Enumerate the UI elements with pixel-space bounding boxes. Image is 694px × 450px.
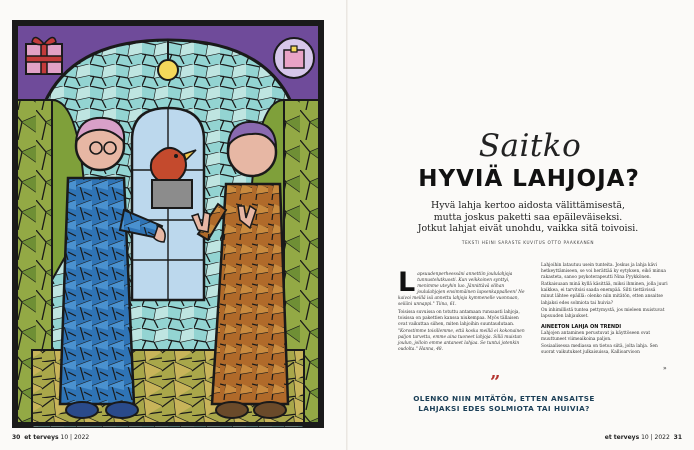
stained-glass-illustration <box>12 20 324 428</box>
col2-paragraph-2: Ratkaisuaan minä kyllä käsittää, miksi ihminen, jolla juuri kaikkea, ei tarvitsisi saada enempää. Silti tiettävissä minut lähtee epäillä: olenko niin mitätön, etten ansaitse lahjaksi edes solmiota tai huivia? <box>541 282 668 306</box>
col1-paragraph-1: apsuudenperheessäni annettiin joululahjoja tunnustelutkuosti. Kun veikkoinen synttyi, menimme uteyhin luo. Jännittävä olihan joululahjojen ensimmäinen lapsenkappalleen! Ne kaivoi meillä isä annettu lahjoja kymmenelle vuonnaan, seiläni unnappi." Tiina, 61. <box>398 272 525 308</box>
col2-paragraph-1: Lahjoihin latautuu usein tunteita. Joskus ja lahja kävi hetkeyttämiseen, se voi herättää ky eytyksen, eikö minua rakasteta, sanoo psykoterapeutti Nina Pyykkönen. <box>541 263 666 281</box>
left-footer <box>12 434 89 441</box>
pull-quote-line-1: OLENKO NIIN MITÄTÖN, ETTEN ANSAITSE <box>413 394 595 403</box>
continue-arrow-icon: » <box>663 365 667 372</box>
left-brand: et terveys <box>24 434 59 441</box>
circle-gift-icon <box>274 38 314 78</box>
body-column-1 <box>398 267 526 354</box>
article-credits: TEKSTI HEINI SARASTE KUVITUS OTTO PAAKKANEN <box>461 240 595 245</box>
quote-mark-icon: ” <box>490 372 501 393</box>
col2-paragraph-4: Lahjojen antaminen perustuvat ja käyttöseen ovat muuttuneet viimeaikoina paljon. <box>541 330 651 343</box>
col1-paragraph-3: "Korostimme toisillemme, että koska meillä ei kokonainen paljon tarvetta, emme aina tuoneet lahjoja. Sillä muistan joulun, jolloin emme antaneet lahjaa. Se tuntui jotenkin oudolta." Hanna, 48. <box>398 328 525 353</box>
right-brand: et terveys <box>604 434 640 441</box>
left-page-number: 30 <box>12 434 21 441</box>
col2-paragraph-5: Sosiaalisessa mediassa on tietoa siitä, jolta lahja. Sen suorat vaikutukset julkaisuissa, Kallioarvioon <box>541 344 658 356</box>
drop-cap: L <box>398 267 416 298</box>
article-title-line2: HYVIÄ LAHJOJA? <box>418 166 640 192</box>
section-subhead: AINEETON LAHJA ON TRENDI <box>541 323 622 330</box>
illustration-svg <box>12 20 324 428</box>
lead-line-1: Hyvä lahja kertoo aidosta välittämisestä, <box>431 200 625 211</box>
lead-line-2: mutta joskus paketti saa epäileväiseksi. <box>433 211 623 223</box>
pull-quote <box>404 394 604 413</box>
left-issue: 10 | 2022 <box>60 434 90 441</box>
lead-line-3: Jotkut lahjat eivät unohdu, vaikka sitä toivoisi. <box>417 223 639 235</box>
right-issue: 10 | 2022 <box>641 434 670 441</box>
right-page-number: 31 <box>673 434 682 441</box>
pull-quote-line-2: LAHJAKSI EDES SOLMIOTA TAI HUIVIA? <box>418 403 590 413</box>
article-lead <box>378 200 678 235</box>
body-column-2 <box>541 263 669 357</box>
col2-paragraph-3: On inhimillistä tuntea pettymystä, jos mieleen muistuvat lapsuuden lahjaukset. <box>541 307 665 319</box>
page-gutter <box>346 0 348 450</box>
col1-paragraph-2: Toisissa suvuissa on totuttu antamaan runsaasti lahjoja, toisissa on pakettien kanssa niukempaa. Myös tällaisen ovat vaikuttaa siihen, miten lahjoihin suuntaudutaan. <box>398 309 520 327</box>
right-footer <box>605 434 682 441</box>
article-title-line1: Saitko <box>478 128 582 164</box>
